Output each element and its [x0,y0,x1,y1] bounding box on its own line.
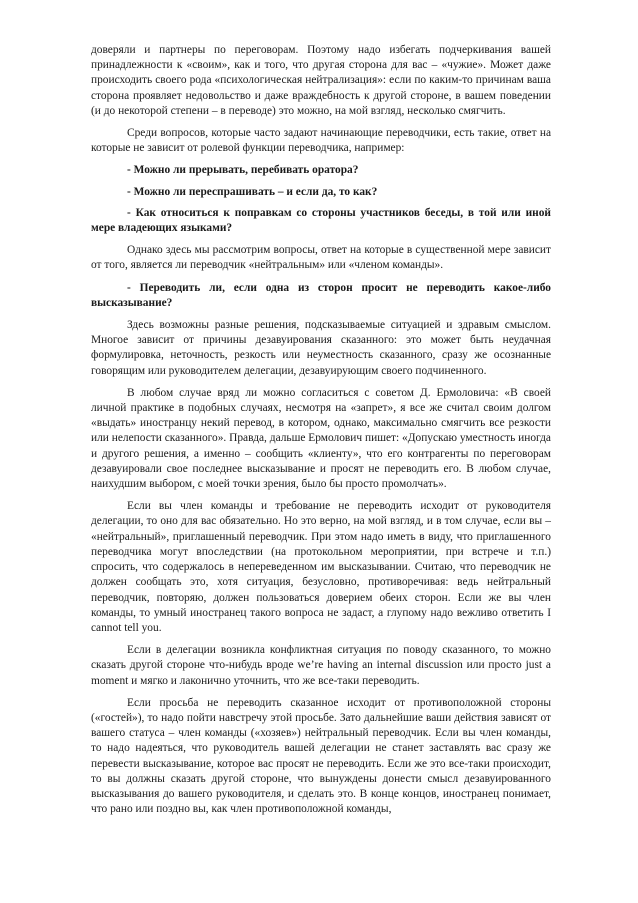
paragraph: Среди вопросов, которые часто задают начинающие переводчики, есть такие, ответ на которые не зависит от ролевой функции переводчика, например: [91,127,551,155]
paragraph: В любом случае вряд ли можно согласиться с советом Д. Ермоловича: «В своей личной практике в подобных случаях, несмотря на «запрет», я все же считал своим долгом «выдать» иностранцу некий перевод, в котором, однако, максимально смягчить все резкости или нелепости сказанного». Правда, дальше Ермолович пишет: «Допускаю уместность иногда и другого решения, а именно – сообщить «клиенту», что его контрагенты по переговорам дезавуировали свое последнее высказывание и просят не переводить его. В любом случае, наихудшим выбором, с моей точки зрения, было бы просто промолчать». [91,386,551,491]
bold-question: - Можно ли прерывать, перебивать оратора? [127,164,359,177]
paragraph: Если просьба не переводить сказанное исходит от противоположной стороны («гостей»), то надо пойти навстречу этой просьбе. Зато дальнейшие ваши действия зависят от вашего статуса – член команды («хозяев») нейтральный переводчик. Если вы член команды, то надо надеяться, что руководитель вашей делегации не станет заставлять вас сразу же перевести высказывание, которое вас просят не переводить. Если же это все-таки происходит, то вы должны сказать другой стороне, что вынуждены донести смысл дезавуированного высказывания до вашего руководителя, и сделать это. В конце концов, иностранец понимает, что рано или поздно вы, как член противоположной команды, [91,696,551,816]
bold-question: - Можно ли переспрашивать – и если да, то как? [127,185,378,198]
paragraph: Здесь возможны разные решения, подсказываемые ситуацией и здравым смыслом. Многое зависит от причины дезавуирования сказанного: это может быть неудачная формулировка, неточность, резкость или неуместность сказанного, сразу же осознанные говорящим или руководителем делегации, дезавуирующим своего подчиненного. [91,319,551,377]
paragraph: Однако здесь мы рассмотрим вопросы, ответ на которые в существенной мере зависит от того, является ли переводчик «нейтральным» или «членом команды». [91,244,551,272]
bold-question: - Как относиться к поправкам со стороны участников беседы, в той или иной мере владеющих языками? [91,206,551,235]
paragraph: Если вы член команды и требование не переводить исходит от руководителя делегации, то оно для вас обязательно. Но это верно, на мой взгляд, и в том случае, если вы – «нейтральный», приглашенный переводчик. При этом надо иметь в виду, что приглашенного переводчика могут впоследствии (на протокольном мероприятии, при встрече и т.п.) спросить, что содержалось в непереведенном им высказывании. Считаю, что переводчик не должен сообщать это, хотя ситуация, безусловно, противоречивая: ведь нейтральный переводчик, повторяю, должен пользоваться доверием обеих сторон. Если же вы член команды, то умный иностранец такого вопроса не задаст, а глупому надо вежливо ответить I cannot tell you. [91,500,551,634]
paragraph-continuation: доверяли и партнеры по переговорам. Поэтому надо избегать подчеркивания вашей принадлежности к «своим», как и того, что другая сторона для вас – «чужие». Может даже происходить своего рода «психологическая нейтрализация»: если по каким-то причинам ваша сторона проявляет недовольство и даже враждебность к другой стороне, в вашем поведении (и до некоторой степени – в переводе) это можно, на мой взгляд, несколько смягчить. [91,44,551,117]
bold-question: - Переводить ли, если одна из сторон просит не переводить какое-либо высказывание? [91,281,551,309]
paragraph: Если в делегации возникла конфликтная ситуация по поводу сказанного, то можно сказать другой стороне что-нибудь вроде we’re having an internal discussion или просто just a moment и мягко и лаконично уточнить, что же все-таки переводить. [91,644,551,687]
document-page [91,43,551,824]
